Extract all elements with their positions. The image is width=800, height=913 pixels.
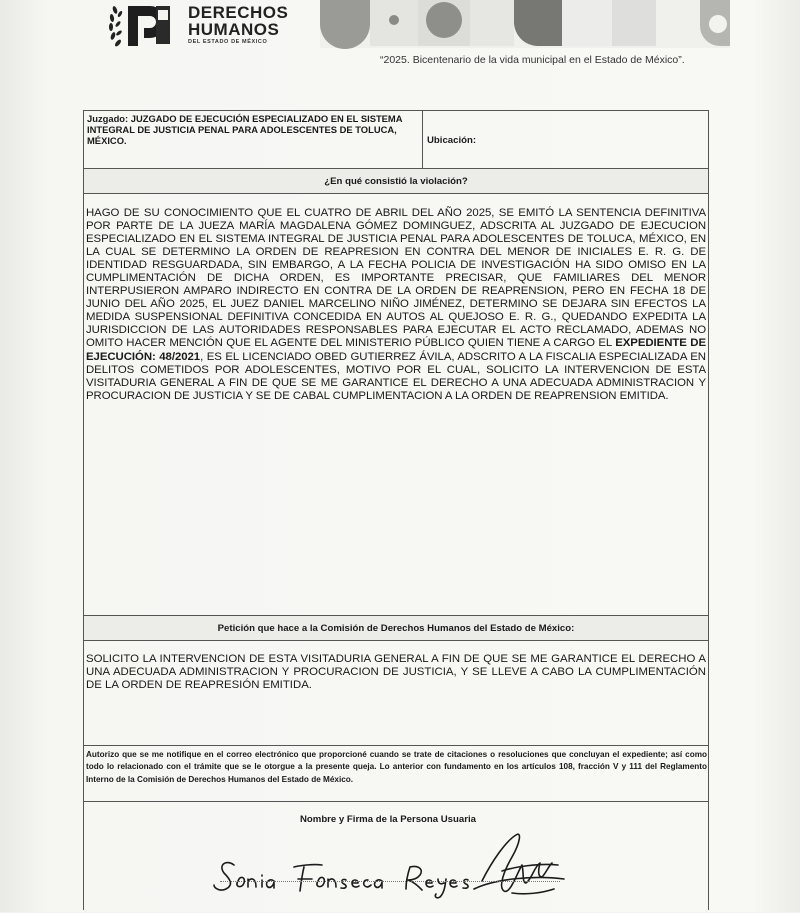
complaint-form [83,110,709,910]
violation-header-row [84,169,708,194]
notification-consent-text: Autorizo que se me notifique en el correo electrónico que proporcioné cuando se trate de citaciones o resoluciones que concluyan el expediente; así como todo lo relacionado con el trámite que se le otorgue a la presente queja. Lo anterior con fundamento en los artículos 108, fracción V y 111 del Reglamento Interno de la Comisión de Derechos Humanos del Estado de México. [86,750,707,784]
logo-title-line2: HUMANOS [188,20,280,39]
violation-text-part2: , ES EL LICENCIADO OBED GUTIERREZ ÁVILA, ADSCRITO A LA FISCALIA ESPECIALIZADA EN DELITOS COMETIDOS POR ADOLESCENTES, MOTIVO POR EL CUAL, SOLICITO LA INTERVENCION DE ESTA VISITADURIA GENERAL A FIN DE QUE SE ME GARANTICE EL DERECHO A UNA ADECUADA ADMINISTRACION Y PROCURACION DE JUSTICIA Y SE DE CABAL CUMPLIMENTACION A LA ORDEN DE REAPRENSION EMITIDA. [86,350,706,402]
juzgado-label: Juzgado: [87,113,129,124]
petition-header-row [84,616,708,641]
header-decorative-shapes [320,0,730,50]
petition-section-title: Petición que hace a la Comisión de Derechos Humanos del Estado de México: [217,623,575,634]
juzgado-row [84,111,708,169]
violation-section-title: ¿En qué consistió la violación? [324,176,468,187]
juzgado-cell [84,111,423,168]
petition-body-row [84,641,708,746]
signature-line [220,881,560,882]
juzgado-value: JUZGADO DE EJECUCIÓN ESPECIALIZADO EN EL SISTEMA INTEGRAL DE JUSTICIA PENAL PARA ADOLESCENTES DE TOLUCA, MÉXICO. [87,113,403,146]
violation-text-part1: HAGO DE SU CONOCIMIENTO QUE EL CUATRO DE ABRIL DEL AÑO 2025, SE EMITÓ LA SENTENCIA DEFINITIVA POR PARTE DE LA JUEZA MARÍA MAGDALENA GÓMEZ DOMINGUEZ, ADSCRITA AL JUZGADO DE EJECUCION ESPECIALIZADO EN EL SISTEMA INTEGRAL DE JUSTICIA PENAL PARA ADOLESCENTES DE TOLUCA, MÉXICO, EN LA CUAL SE DETERMINO LA ORDEN DE REAPRESION EN CONTRA DEL MENOR DE INICIALES E. R. G. DE IDENTIDAD RESGUARDADA, SIN EMBARGO, A LA FECHA POLICIA DE INVESTIGACIÓN HA SIDO OMISO EN LA CUMPLIMENTACIÓN DE DICHA ORDEN, ES IMPORTANTE PRECISAR, QUE FAMILIARES DEL MENOR INTERPUSIERON AMPARO INDIRECTO EN CONTRA DE LA ORDEN DE REAPRENSION, PERO EN FECHA 18 DE JUNIO DEL AÑO 2025, EL JUEZ DANIEL MARCELINO NIÑO JIMÉNEZ, DETERMINO SE DEJARA SIN EFECTOS LA MEDIDA SUSPENSIONAL DEFINITIVA CONCEDIDA EN AUTOS AL QUEJOSO E. R. G., QUEDANDO EXPEDITA LA JURISDICCION DE LAS AUTORIDADES RESPONSABLES PARA EJECUTAR EL ACTO RECLAMADO, ADEMAS NO OMITO HACER MENCIÓN QUE EL AGENTE DEL MINISTERIO PÚBLICO QUIEN TIENE A CARGO EL [86,207,706,350]
cdhem-logo-icon [106,2,184,48]
ubicacion-label: Ubicación: [427,135,477,146]
logo-title-line1: DERECHOS [188,3,289,22]
violation-body-row [84,194,708,616]
juzgado-text [87,113,417,146]
cdhem-logo [106,2,296,48]
handwritten-signature [212,823,572,913]
institutional-motto: “2025. Bicentenario de la vida municipal en el Estado de México”. [380,54,685,66]
signature-label: Nombre y Firma de la Persona Usuaria [300,814,476,825]
petition-description: SOLICITO LA INTERVENCION DE ESTA VISITADURIA GENERAL A FIN DE QUE SE ME GARANTICE EL DERECHO A UNA ADECUADA ADMINISTRACION Y PROCURACION DE JUSTICIA, Y SE LLEVE A CABO LA CUMPLIMENTACIÓN DE LA ORDEN DE REAPRESIÓN EMITIDA. [86,653,706,692]
logo-subtitle: DEL ESTADO DE MÉXICO [188,39,268,45]
consent-row [84,746,708,802]
violation-description [86,207,706,403]
expediente-number: EXPEDIENTE DE EJECUCIÓN: 48/2021 [86,337,707,363]
